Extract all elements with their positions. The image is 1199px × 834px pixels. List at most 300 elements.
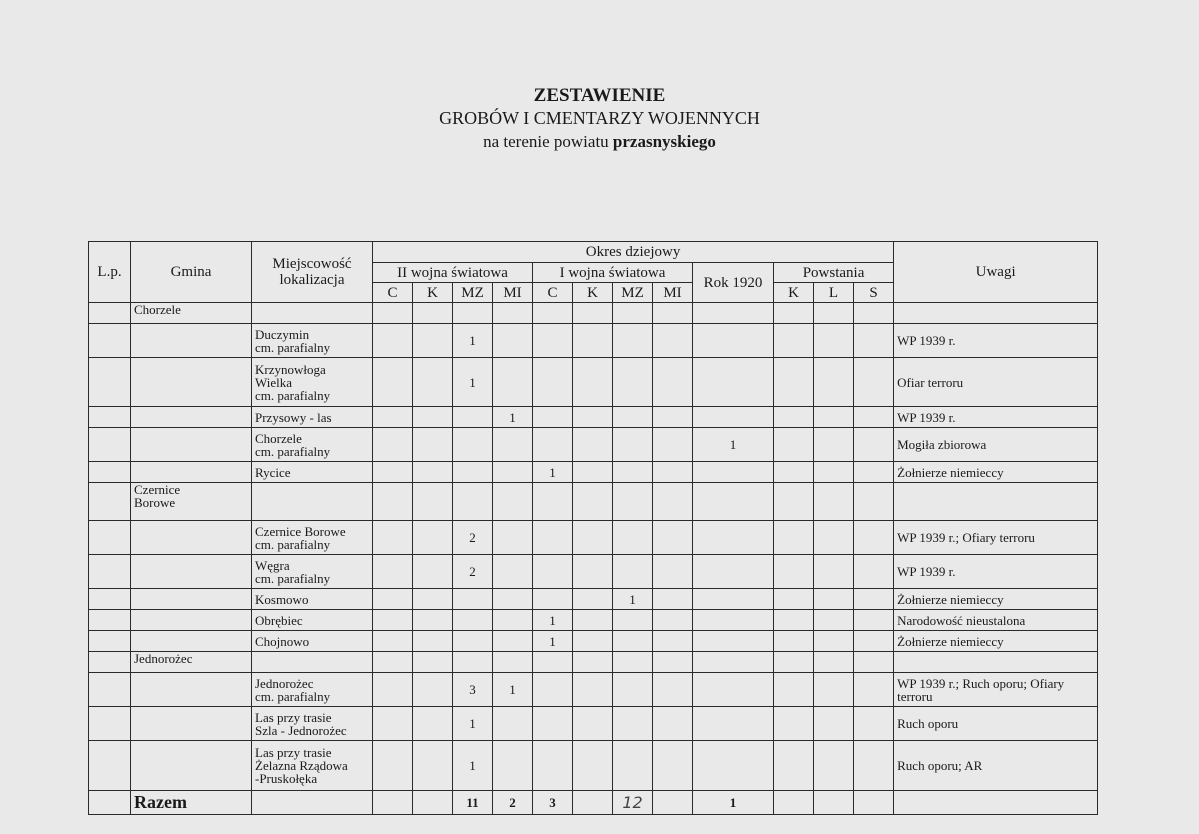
table-row xyxy=(89,707,1098,741)
cell-value xyxy=(373,555,413,589)
cell-value xyxy=(774,610,814,631)
miejscowosc-text: Chojnowo xyxy=(255,633,310,649)
total-value xyxy=(653,791,693,815)
header-uwagi: Uwagi xyxy=(894,242,1098,303)
gmina-name: Chorzele xyxy=(134,302,181,317)
cell-uwagi: WP 1939 r. xyxy=(894,555,1098,589)
cell-value xyxy=(493,521,533,555)
cell-empty xyxy=(814,483,854,521)
cell-value xyxy=(613,428,653,462)
gmina-name: Jednorożec xyxy=(134,651,193,666)
cell-value xyxy=(814,610,854,631)
cell-empty xyxy=(613,483,653,521)
header-okres: Okres dziejowy xyxy=(373,242,894,263)
cell-miejscowosc xyxy=(252,589,373,610)
cell-gmina xyxy=(131,483,252,521)
cell-uwagi: Ruch oporu; AR xyxy=(894,741,1098,791)
cell-value xyxy=(373,462,413,483)
cell-uwagi: Narodowość nieustalona xyxy=(894,610,1098,631)
cell-empty xyxy=(613,303,653,324)
cell-value xyxy=(774,407,814,428)
total-value xyxy=(573,791,613,815)
cell-empty xyxy=(854,483,894,521)
cell-value xyxy=(493,555,533,589)
cell-empty xyxy=(413,483,453,521)
cell-value xyxy=(854,673,894,707)
cell-value xyxy=(613,631,653,652)
subtitle-region xyxy=(0,130,1199,153)
cell-empty xyxy=(653,303,693,324)
cell-value xyxy=(533,324,573,358)
document-heading xyxy=(0,84,1199,153)
cell-value xyxy=(413,610,453,631)
table-row xyxy=(89,407,1098,428)
cell-value xyxy=(493,610,533,631)
cell-value xyxy=(413,673,453,707)
cell-empty xyxy=(894,303,1098,324)
header-miejscowosc: Miejscowość lokalizacja xyxy=(252,242,373,303)
miejscowosc-text: Jednorożec cm. parafialny xyxy=(255,675,331,704)
header-ww2-k: K xyxy=(413,283,453,303)
cell-gmina xyxy=(131,324,252,358)
table-row-gmina xyxy=(89,303,1098,324)
cell-value xyxy=(653,673,693,707)
cell-value xyxy=(653,631,693,652)
cell-value xyxy=(854,462,894,483)
miejscowosc-text: Rycice xyxy=(255,464,291,480)
cell-empty xyxy=(533,303,573,324)
cell-value xyxy=(373,610,413,631)
cell-value xyxy=(854,555,894,589)
table-row xyxy=(89,610,1098,631)
cell-value xyxy=(493,631,533,652)
cell-value xyxy=(573,407,613,428)
cell-value xyxy=(573,521,613,555)
table-row xyxy=(89,741,1098,791)
cell-value xyxy=(573,428,613,462)
cell-gmina xyxy=(131,555,252,589)
cell-value xyxy=(533,428,573,462)
cell-empty xyxy=(453,652,493,673)
cell-gmina xyxy=(131,589,252,610)
header-powstania-l: L xyxy=(814,283,854,303)
table-row xyxy=(89,324,1098,358)
cell-empty xyxy=(854,303,894,324)
cell-lp xyxy=(89,462,131,483)
cell-value xyxy=(693,589,774,610)
cell-value xyxy=(854,324,894,358)
cell-uwagi: WP 1939 r. xyxy=(894,324,1098,358)
cell-gmina xyxy=(131,303,252,324)
cell-value xyxy=(774,358,814,407)
cell-empty xyxy=(854,652,894,673)
cell-value: 3 xyxy=(453,673,493,707)
cell-value xyxy=(533,407,573,428)
cell-value xyxy=(613,407,653,428)
cell-lp xyxy=(89,673,131,707)
cell-value xyxy=(533,707,573,741)
cell-value xyxy=(693,707,774,741)
cell-value xyxy=(693,462,774,483)
cell-value xyxy=(613,610,653,631)
cell-lp xyxy=(89,652,131,673)
cell-value xyxy=(653,555,693,589)
cell-empty xyxy=(373,483,413,521)
cell-value xyxy=(613,673,653,707)
cell-empty xyxy=(252,483,373,521)
cell-lp xyxy=(89,741,131,791)
cell-value xyxy=(573,673,613,707)
cell-empty xyxy=(774,303,814,324)
cell-uwagi: Żołnierze niemieccy xyxy=(894,462,1098,483)
header-ww1-mz: MZ xyxy=(613,283,653,303)
cell-empty xyxy=(693,303,774,324)
cell-value xyxy=(854,521,894,555)
cell-uwagi: WP 1939 r.; Ruch oporu; Ofiary terroru xyxy=(894,673,1098,707)
cell-value xyxy=(814,555,854,589)
cell-value xyxy=(453,462,493,483)
cell-value xyxy=(814,673,854,707)
cell-value xyxy=(373,358,413,407)
table-row-gmina xyxy=(89,483,1098,521)
cell-value xyxy=(693,631,774,652)
cell-miejscowosc xyxy=(252,610,373,631)
cell-value xyxy=(573,462,613,483)
total-value xyxy=(774,791,814,815)
cell-value xyxy=(814,428,854,462)
miejscowosc-text: Las przy trasie Szla - Jednorożec xyxy=(255,709,347,738)
cell-empty xyxy=(453,483,493,521)
cell-value xyxy=(693,358,774,407)
table-row xyxy=(89,673,1098,707)
cell-gmina xyxy=(131,610,252,631)
cell-value xyxy=(774,589,814,610)
cell-empty xyxy=(814,652,854,673)
cell-empty xyxy=(573,483,613,521)
cell-value: 1 xyxy=(453,707,493,741)
cell-value xyxy=(814,358,854,407)
table-row xyxy=(89,521,1098,555)
cell-gmina xyxy=(131,673,252,707)
cell-lp xyxy=(89,707,131,741)
cell-value xyxy=(774,741,814,791)
cell-value xyxy=(453,589,493,610)
cell-value xyxy=(413,707,453,741)
cell-value xyxy=(854,358,894,407)
header-ww1-c: C xyxy=(533,283,573,303)
title: ZESTAWIENIE xyxy=(533,85,666,106)
cell-value xyxy=(453,428,493,462)
cell-empty xyxy=(493,652,533,673)
miejscowosc-text: Las przy trasie Żelazna Rządowa -Pruskołęka xyxy=(255,745,348,786)
miejscowosc-text: Kosmowo xyxy=(255,591,309,607)
cell-value xyxy=(373,631,413,652)
table-row-gmina xyxy=(89,652,1098,673)
cell-gmina xyxy=(131,631,252,652)
cell-empty xyxy=(413,303,453,324)
cell-value xyxy=(653,462,693,483)
cell-empty xyxy=(533,483,573,521)
total-value: 2 xyxy=(493,791,533,815)
cell-empty xyxy=(373,303,413,324)
cell-value xyxy=(653,358,693,407)
cell-value xyxy=(453,407,493,428)
cell-value xyxy=(373,407,413,428)
cell-value xyxy=(613,358,653,407)
cell-gmina xyxy=(131,407,252,428)
cell-lp xyxy=(89,303,131,324)
cell-value xyxy=(493,462,533,483)
table-row xyxy=(89,428,1098,462)
table-body xyxy=(89,303,1098,815)
cell-value xyxy=(653,707,693,741)
cell-miejscowosc xyxy=(252,791,373,815)
cell-empty xyxy=(693,483,774,521)
cell-value xyxy=(814,324,854,358)
cell-value xyxy=(573,631,613,652)
cell-value xyxy=(653,589,693,610)
cell-lp xyxy=(89,521,131,555)
cell-value xyxy=(573,589,613,610)
cell-value xyxy=(533,741,573,791)
header-ww2-mi: MI xyxy=(493,283,533,303)
cell-gmina xyxy=(131,652,252,673)
subtitle: GROBÓW I CMENTARZY WOJENNYCH xyxy=(439,108,760,128)
cell-gmina xyxy=(131,707,252,741)
header-powstania-k: K xyxy=(774,283,814,303)
cell-value xyxy=(533,521,573,555)
cell-value: 1 xyxy=(533,610,573,631)
cell-value xyxy=(613,741,653,791)
cell-value xyxy=(373,428,413,462)
cell-lp xyxy=(89,358,131,407)
cell-value xyxy=(373,673,413,707)
cell-miejscowosc xyxy=(252,521,373,555)
cell-value xyxy=(373,589,413,610)
cell-miejscowosc xyxy=(252,673,373,707)
cell-value: 1 xyxy=(453,358,493,407)
miejscowosc-text: Duczymin cm. parafialny xyxy=(255,326,331,355)
cell-value xyxy=(413,428,453,462)
header-ww2-c: C xyxy=(373,283,413,303)
cell-value xyxy=(653,610,693,631)
cell-lp xyxy=(89,428,131,462)
cell-uwagi xyxy=(894,791,1098,815)
total-value xyxy=(613,791,653,815)
cell-value: 2 xyxy=(453,555,493,589)
header-ww1-k: K xyxy=(573,283,613,303)
cell-uwagi: Żołnierze niemieccy xyxy=(894,589,1098,610)
total-value xyxy=(413,791,453,815)
cell-empty xyxy=(814,303,854,324)
cell-empty xyxy=(894,483,1098,521)
cell-value xyxy=(854,407,894,428)
cell-value xyxy=(573,555,613,589)
cell-value xyxy=(653,428,693,462)
graves-table xyxy=(88,241,1098,815)
table-row xyxy=(89,555,1098,589)
cell-value xyxy=(613,324,653,358)
cell-empty xyxy=(573,652,613,673)
miejscowosc-text: Węgra cm. parafialny xyxy=(255,557,331,586)
cell-value xyxy=(413,521,453,555)
cell-value xyxy=(413,555,453,589)
cell-value xyxy=(774,631,814,652)
gmina-name: Czernice Borowe xyxy=(134,482,181,510)
cell-gmina xyxy=(131,358,252,407)
header-ww2-mz: MZ xyxy=(453,283,493,303)
header-rok1920: Rok 1920 xyxy=(693,263,774,303)
cell-empty xyxy=(774,483,814,521)
cell-empty xyxy=(774,652,814,673)
cell-empty xyxy=(613,652,653,673)
table-row xyxy=(89,631,1098,652)
cell-value xyxy=(774,428,814,462)
cell-value xyxy=(573,324,613,358)
cell-value xyxy=(413,741,453,791)
cell-empty xyxy=(653,652,693,673)
cell-value xyxy=(814,631,854,652)
cell-value xyxy=(573,610,613,631)
cell-miejscowosc xyxy=(252,428,373,462)
cell-lp xyxy=(89,407,131,428)
cell-lp xyxy=(89,589,131,610)
miejscowosc-text: Chorzele cm. parafialny xyxy=(255,430,331,459)
cell-empty xyxy=(493,483,533,521)
cell-value xyxy=(814,521,854,555)
cell-value: 1 xyxy=(493,407,533,428)
miejscowosc-text: Krzynowłoga Wielka cm. parafialny xyxy=(255,361,331,403)
cell-uwagi: Ofiar terroru xyxy=(894,358,1098,407)
cell-value xyxy=(493,707,533,741)
cell-value xyxy=(613,462,653,483)
cell-value xyxy=(774,707,814,741)
cell-gmina xyxy=(131,521,252,555)
cell-empty xyxy=(894,652,1098,673)
cell-uwagi: Mogiła zbiorowa xyxy=(894,428,1098,462)
cell-value xyxy=(533,589,573,610)
cell-value: 1 xyxy=(453,324,493,358)
cell-value xyxy=(854,631,894,652)
cell-empty xyxy=(252,303,373,324)
table-header xyxy=(89,242,1098,303)
cell-value xyxy=(413,631,453,652)
cell-empty xyxy=(573,303,613,324)
cell-miejscowosc xyxy=(252,707,373,741)
cell-empty xyxy=(453,303,493,324)
header-powstania-s: S xyxy=(854,283,894,303)
cell-miejscowosc xyxy=(252,555,373,589)
cell-value xyxy=(693,610,774,631)
cell-miejscowosc xyxy=(252,462,373,483)
total-value: 11 xyxy=(453,791,493,815)
header-ww1-mi: MI xyxy=(653,283,693,303)
cell-value xyxy=(693,741,774,791)
cell-value xyxy=(613,555,653,589)
total-value xyxy=(814,791,854,815)
cell-value xyxy=(453,610,493,631)
cell-value xyxy=(453,631,493,652)
header-powstania: Powstania xyxy=(774,263,894,283)
cell-value xyxy=(814,741,854,791)
cell-empty xyxy=(413,652,453,673)
table-row xyxy=(89,358,1098,407)
cell-value: 1 xyxy=(533,462,573,483)
miejscowosc-text: Czernice Borowe cm. parafialny xyxy=(255,523,346,552)
cell-value xyxy=(373,521,413,555)
cell-gmina xyxy=(131,741,252,791)
cell-value xyxy=(533,555,573,589)
cell-value xyxy=(693,407,774,428)
cell-value xyxy=(653,521,693,555)
cell-value xyxy=(413,324,453,358)
total-label: Razem xyxy=(131,791,252,815)
cell-lp xyxy=(89,324,131,358)
cell-empty xyxy=(373,652,413,673)
cell-value xyxy=(493,589,533,610)
cell-value xyxy=(533,358,573,407)
cell-value xyxy=(854,610,894,631)
cell-value xyxy=(774,555,814,589)
cell-value xyxy=(533,673,573,707)
cell-uwagi: WP 1939 r.; Ofiary terroru xyxy=(894,521,1098,555)
cell-value xyxy=(493,324,533,358)
cell-empty xyxy=(653,483,693,521)
cell-miejscowosc xyxy=(252,631,373,652)
header-ww2: II wojna światowa xyxy=(373,263,533,283)
cell-value: 2 xyxy=(453,521,493,555)
cell-lp xyxy=(89,555,131,589)
cell-miejscowosc xyxy=(252,324,373,358)
cell-value xyxy=(493,428,533,462)
total-value xyxy=(854,791,894,815)
cell-value xyxy=(653,407,693,428)
cell-value xyxy=(573,741,613,791)
cell-value xyxy=(814,707,854,741)
cell-value: 1 xyxy=(613,589,653,610)
cell-gmina xyxy=(131,428,252,462)
cell-value xyxy=(373,741,413,791)
cell-value: 1 xyxy=(453,741,493,791)
cell-miejscowosc xyxy=(252,741,373,791)
cell-value xyxy=(613,521,653,555)
cell-value xyxy=(493,358,533,407)
cell-lp xyxy=(89,610,131,631)
cell-value xyxy=(573,358,613,407)
cell-gmina xyxy=(131,462,252,483)
cell-lp xyxy=(89,791,131,815)
cell-value xyxy=(854,589,894,610)
cell-value xyxy=(653,324,693,358)
cell-value xyxy=(774,521,814,555)
cell-value xyxy=(373,324,413,358)
header-ww1: I wojna światowa xyxy=(533,263,693,283)
cell-value xyxy=(774,324,814,358)
cell-value xyxy=(573,707,613,741)
table-row-total xyxy=(89,791,1098,815)
header-lp: L.p. xyxy=(89,242,131,303)
cell-value xyxy=(693,324,774,358)
cell-value xyxy=(693,673,774,707)
cell-lp xyxy=(89,483,131,521)
cell-value: 1 xyxy=(533,631,573,652)
table-row xyxy=(89,462,1098,483)
cell-empty xyxy=(493,303,533,324)
total-value xyxy=(373,791,413,815)
cell-uwagi: WP 1939 r. xyxy=(894,407,1098,428)
region-prefix: na terenie powiatu xyxy=(483,132,609,151)
table-row xyxy=(89,589,1098,610)
